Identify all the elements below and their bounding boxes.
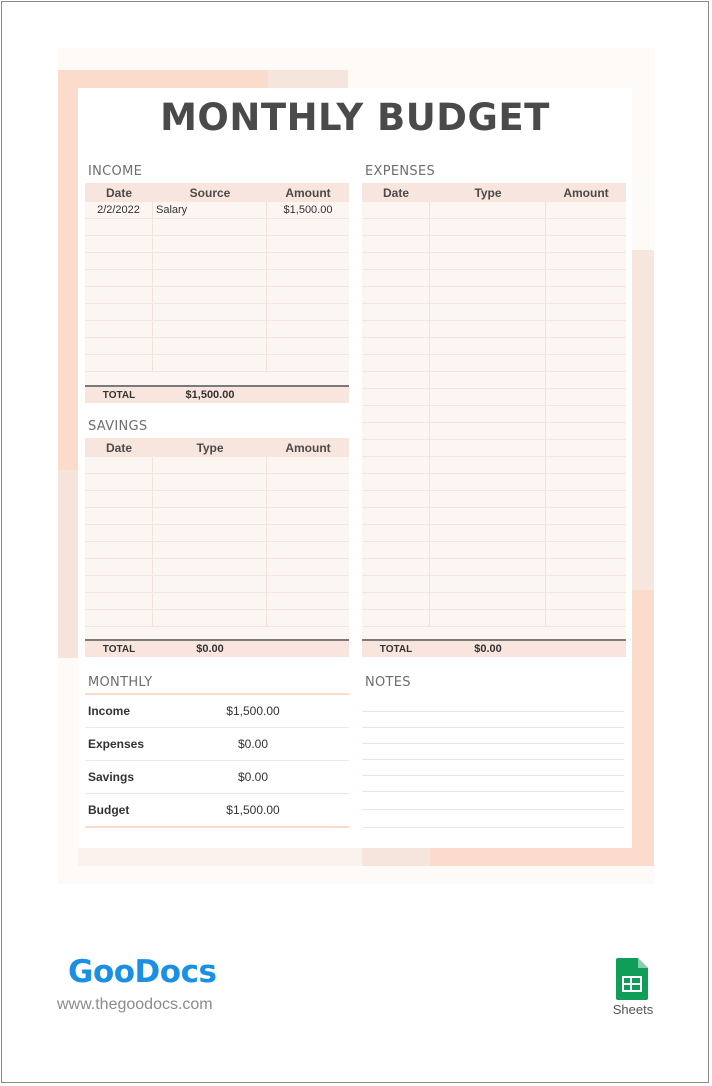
table-row[interactable] — [85, 559, 349, 576]
table-cell[interactable] — [153, 593, 267, 609]
table-cell[interactable] — [362, 525, 430, 541]
table-cell[interactable] — [362, 355, 430, 371]
table-cell[interactable] — [267, 474, 349, 490]
table-cell[interactable] — [267, 304, 349, 320]
summary-label: Income — [88, 704, 131, 718]
table-row[interactable] — [85, 338, 349, 355]
table-cell[interactable] — [546, 593, 626, 609]
table-cell[interactable] — [153, 236, 267, 252]
income-label: INCOME — [88, 164, 143, 179]
table-cell[interactable] — [362, 457, 430, 473]
decor-shape — [632, 250, 654, 600]
table-cell[interactable] — [546, 406, 626, 422]
table-cell[interactable] — [153, 287, 267, 303]
table-row[interactable] — [362, 202, 626, 219]
table-cell[interactable] — [546, 457, 626, 473]
table-cell[interactable] — [85, 474, 153, 490]
table-cell[interactable] — [362, 202, 430, 218]
table-cell[interactable] — [546, 236, 626, 252]
table-cell[interactable] — [267, 508, 349, 524]
table-cell[interactable] — [546, 219, 626, 235]
table-cell[interactable] — [85, 253, 153, 269]
table-row[interactable] — [85, 355, 349, 372]
table-cell[interactable] — [430, 610, 546, 626]
summary-value[interactable]: $1,500.00 — [226, 704, 280, 718]
table-row[interactable] — [362, 576, 626, 593]
table-cell[interactable] — [153, 304, 267, 320]
table-row[interactable] — [362, 525, 626, 542]
table-row[interactable] — [362, 219, 626, 236]
goodocs-logo[interactable]: GooDocs — [68, 954, 217, 990]
income-cell-source[interactable]: Salary — [153, 202, 267, 218]
table-cell[interactable] — [546, 474, 626, 490]
table-row[interactable] — [362, 474, 626, 491]
expenses-header — [362, 183, 626, 202]
table-cell[interactable] — [430, 338, 546, 354]
table-cell[interactable] — [430, 406, 546, 422]
table-cell[interactable] — [362, 576, 430, 592]
table-cell[interactable] — [430, 372, 546, 388]
summary-label: Expenses — [88, 737, 145, 751]
notes-line[interactable] — [362, 791, 624, 792]
summary-label: Savings — [88, 770, 135, 784]
savings-header-amount: Amount — [285, 440, 331, 455]
table-row[interactable] — [85, 304, 349, 321]
income-header-source: Source — [189, 185, 231, 200]
table-row[interactable] — [85, 593, 349, 610]
expenses-total-value: $0.00 — [474, 643, 502, 655]
table-cell[interactable] — [430, 219, 546, 235]
table-cell[interactable] — [362, 559, 430, 575]
table-cell[interactable] — [430, 440, 546, 456]
income-total-label: TOTAL — [102, 389, 136, 401]
income-cell-amount[interactable]: $1,500.00 — [283, 204, 333, 216]
table-cell[interactable] — [85, 321, 153, 337]
table-cell[interactable] — [546, 372, 626, 388]
table-cell[interactable] — [430, 474, 546, 490]
table-cell[interactable] — [430, 525, 546, 541]
summary-value[interactable]: $1,500.00 — [226, 803, 280, 817]
table-cell[interactable] — [546, 576, 626, 592]
table-cell[interactable] — [267, 338, 349, 354]
table-cell[interactable] — [546, 491, 626, 507]
decor-shape — [632, 590, 654, 866]
table-row[interactable] — [362, 423, 626, 440]
table-cell[interactable] — [546, 508, 626, 524]
table-row[interactable] — [85, 202, 349, 219]
table-row[interactable] — [85, 321, 349, 338]
table-cell[interactable] — [362, 270, 430, 286]
table-cell[interactable] — [85, 304, 153, 320]
table-row[interactable] — [362, 457, 626, 474]
table-cell[interactable] — [546, 338, 626, 354]
table-cell[interactable] — [430, 287, 546, 303]
table-row[interactable] — [362, 440, 626, 457]
table-cell[interactable] — [362, 440, 430, 456]
table-cell[interactable] — [362, 304, 430, 320]
summary-row-expenses — [85, 728, 349, 761]
table-cell[interactable] — [267, 270, 349, 286]
table-cell[interactable] — [430, 559, 546, 575]
table-cell[interactable] — [85, 287, 153, 303]
table-cell[interactable] — [153, 542, 267, 558]
table-cell[interactable] — [546, 304, 626, 320]
savings-table — [85, 438, 349, 657]
table-row[interactable] — [85, 236, 349, 253]
table-cell[interactable] — [267, 559, 349, 575]
table-cell[interactable] — [85, 355, 153, 371]
table-cell[interactable] — [546, 610, 626, 626]
sheets-label: Sheets — [612, 1002, 654, 1017]
notes-line[interactable] — [362, 827, 624, 828]
summary-row-savings — [85, 761, 349, 794]
table-cell[interactable] — [85, 508, 153, 524]
table-row[interactable] — [362, 542, 626, 559]
savings-label: SAVINGS — [88, 419, 148, 434]
table-cell[interactable] — [362, 406, 430, 422]
savings-header-date: Date — [105, 440, 132, 455]
table-cell[interactable] — [153, 508, 267, 524]
expenses-total-label: TOTAL — [379, 643, 413, 655]
table-cell[interactable] — [430, 576, 546, 592]
table-cell[interactable] — [362, 593, 430, 609]
savings-total-value: $0.00 — [196, 643, 224, 655]
summary-row-income — [85, 695, 349, 728]
expenses-header-date: Date — [382, 185, 409, 200]
table-cell[interactable] — [153, 355, 267, 371]
table-cell[interactable] — [85, 542, 153, 558]
table-row[interactable] — [362, 406, 626, 423]
notes-line[interactable] — [362, 759, 624, 760]
table-cell[interactable] — [546, 287, 626, 303]
table-cell[interactable] — [85, 236, 153, 252]
income-total-value: $1,500.00 — [185, 389, 235, 401]
table-row[interactable] — [362, 389, 626, 406]
summary-value[interactable]: $0.00 — [237, 770, 269, 784]
table-cell[interactable] — [85, 491, 153, 507]
table-cell[interactable] — [430, 321, 546, 337]
table-cell[interactable] — [267, 321, 349, 337]
table-row[interactable] — [85, 508, 349, 525]
table-cell[interactable] — [153, 338, 267, 354]
income-header-amount: Amount — [285, 185, 331, 200]
table-cell[interactable] — [546, 389, 626, 405]
table-row[interactable] — [362, 304, 626, 321]
table-cell[interactable] — [430, 508, 546, 524]
table-cell[interactable] — [267, 576, 349, 592]
table-cell[interactable] — [85, 525, 153, 541]
table-cell[interactable] — [267, 457, 349, 473]
table-cell[interactable] — [430, 202, 546, 218]
table-cell[interactable] — [546, 440, 626, 456]
table-cell[interactable] — [153, 610, 267, 626]
table-cell[interactable] — [153, 270, 267, 286]
table-cell[interactable] — [362, 389, 430, 405]
table-row[interactable] — [362, 253, 626, 270]
table-row[interactable] — [85, 457, 349, 474]
table-row[interactable] — [85, 287, 349, 304]
decor-shape — [58, 70, 268, 88]
table-cell[interactable] — [85, 219, 153, 235]
notes-line[interactable] — [362, 727, 624, 728]
table-cell[interactable] — [267, 491, 349, 507]
table-cell[interactable] — [546, 270, 626, 286]
table-row[interactable] — [362, 236, 626, 253]
table-cell[interactable] — [430, 236, 546, 252]
expenses-header-type: Type — [474, 185, 502, 200]
table-cell[interactable] — [362, 253, 430, 269]
table-cell[interactable] — [153, 491, 267, 507]
table-cell[interactable] — [362, 474, 430, 490]
table-cell[interactable] — [546, 321, 626, 337]
table-cell[interactable] — [430, 491, 546, 507]
savings-total-row — [85, 639, 349, 657]
table-cell[interactable] — [430, 304, 546, 320]
savings-header — [85, 438, 349, 457]
table-cell[interactable] — [546, 559, 626, 575]
table-cell[interactable] — [546, 253, 626, 269]
table-cell[interactable] — [267, 287, 349, 303]
table-cell[interactable] — [362, 321, 430, 337]
summary-label: Budget — [88, 803, 130, 817]
decor-shape — [430, 848, 654, 866]
income-header-date: Date — [105, 185, 132, 200]
table-cell[interactable] — [546, 202, 626, 218]
monthly-label: MONTHLY — [88, 675, 153, 690]
table-cell[interactable] — [430, 253, 546, 269]
table-cell[interactable] — [267, 525, 349, 541]
table-cell[interactable] — [362, 338, 430, 354]
table-cell[interactable] — [546, 355, 626, 371]
notes-line[interactable] — [362, 809, 624, 810]
table-cell[interactable] — [85, 593, 153, 609]
expenses-header-amount: Amount — [563, 185, 609, 200]
monthly-summary — [85, 695, 349, 828]
notes-line[interactable] — [362, 743, 624, 744]
income-cell-date[interactable]: 2/2/2022 — [85, 202, 153, 218]
table-cell[interactable] — [546, 542, 626, 558]
table-cell[interactable] — [430, 270, 546, 286]
table-cell[interactable] — [546, 525, 626, 541]
table-cell[interactable] — [153, 576, 267, 592]
table-cell[interactable] — [267, 593, 349, 609]
table-cell[interactable] — [267, 236, 349, 252]
table-cell[interactable] — [85, 576, 153, 592]
table-row[interactable] — [85, 610, 349, 627]
expenses-total-row — [362, 639, 626, 657]
table-row[interactable] — [362, 491, 626, 508]
table-cell[interactable] — [362, 219, 430, 235]
table-cell[interactable] — [430, 593, 546, 609]
table-cell[interactable] — [85, 457, 153, 473]
table-row[interactable] — [362, 559, 626, 576]
table-row[interactable] — [362, 270, 626, 287]
table-row[interactable] — [362, 372, 626, 389]
table-row[interactable] — [362, 508, 626, 525]
savings-total-label: TOTAL — [102, 643, 136, 655]
table-cell[interactable] — [362, 423, 430, 439]
summary-row-budget — [85, 794, 349, 828]
table-row[interactable] — [362, 610, 626, 627]
table-row[interactable] — [85, 525, 349, 542]
table-cell[interactable] — [267, 542, 349, 558]
table-row[interactable] — [85, 474, 349, 491]
expenses-table — [362, 183, 626, 657]
table-cell[interactable] — [362, 372, 430, 388]
table-cell[interactable] — [85, 610, 153, 626]
table-row[interactable] — [362, 338, 626, 355]
table-cell[interactable] — [362, 542, 430, 558]
income-total-row — [85, 385, 349, 403]
table-cell[interactable] — [430, 457, 546, 473]
table-cell[interactable] — [85, 338, 153, 354]
table-cell[interactable] — [546, 423, 626, 439]
savings-header-type: Type — [196, 440, 224, 455]
budget-page — [78, 88, 632, 848]
table-row[interactable] — [85, 542, 349, 559]
table-cell[interactable] — [153, 253, 267, 269]
table-cell[interactable] — [362, 610, 430, 626]
sheets-icon[interactable] — [616, 958, 648, 1000]
savings-rows — [85, 457, 349, 639]
decor-shape — [78, 848, 362, 866]
table-cell[interactable] — [267, 355, 349, 371]
table-row[interactable] — [85, 270, 349, 287]
table-cell[interactable] — [153, 457, 267, 473]
table-cell[interactable] — [267, 219, 349, 235]
decor-shape — [58, 470, 78, 658]
table-cell[interactable] — [362, 491, 430, 507]
table-cell[interactable] — [153, 525, 267, 541]
income-table — [85, 183, 349, 403]
table-cell[interactable] — [85, 559, 153, 575]
income-header — [85, 183, 349, 202]
table-row[interactable] — [85, 576, 349, 593]
table-row[interactable] — [85, 219, 349, 236]
table-cell[interactable] — [430, 542, 546, 558]
table-cell[interactable] — [153, 559, 267, 575]
notes-line[interactable] — [362, 711, 624, 712]
table-cell[interactable] — [430, 355, 546, 371]
expenses-rows — [362, 202, 626, 639]
decor-shape — [268, 70, 348, 88]
income-rows — [85, 202, 349, 385]
notes-label: NOTES — [365, 675, 411, 690]
table-row[interactable] — [85, 491, 349, 508]
table-cell[interactable] — [153, 474, 267, 490]
table-row[interactable] — [362, 355, 626, 372]
notes-line[interactable] — [362, 775, 624, 776]
table-cell[interactable] — [267, 610, 349, 626]
table-cell[interactable] — [267, 253, 349, 269]
table-cell[interactable] — [430, 389, 546, 405]
table-cell[interactable] — [362, 508, 430, 524]
summary-value[interactable]: $0.00 — [237, 737, 269, 751]
decor-shape — [362, 848, 430, 866]
table-row[interactable] — [85, 253, 349, 270]
table-cell[interactable] — [85, 270, 153, 286]
table-row[interactable] — [362, 287, 626, 304]
table-cell[interactable] — [362, 236, 430, 252]
table-cell[interactable] — [153, 219, 267, 235]
table-cell[interactable] — [362, 287, 430, 303]
table-row[interactable] — [362, 593, 626, 610]
table-row[interactable] — [362, 321, 626, 338]
page-title: MONTHLY BUDGET — [160, 96, 550, 139]
site-url[interactable]: www.thegoodocs.com — [57, 996, 213, 1013]
table-cell[interactable] — [430, 423, 546, 439]
table-cell[interactable] — [153, 321, 267, 337]
expenses-label: EXPENSES — [365, 164, 436, 179]
